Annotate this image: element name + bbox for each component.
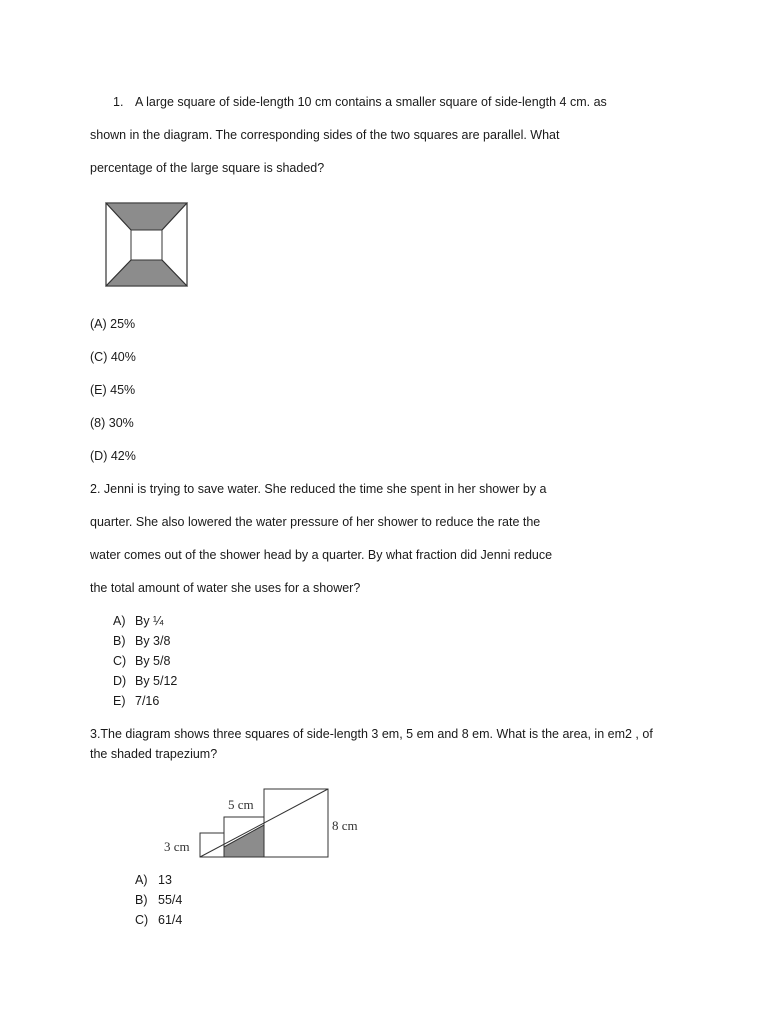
label-3cm: 3 cm [164, 839, 190, 854]
question-2-option-5-text: 7/16 [135, 694, 160, 708]
question-1-line-3: percentage of the large square is shaded? [90, 161, 325, 175]
question-1-option-4: (8) 30% [90, 416, 134, 430]
question-1-option-2: (C) 40% [90, 350, 136, 364]
question-3-line-1: 3.The diagram shows three squares of side-length 3 em, 5 em and 8 em. What is the area, in em2 , of [90, 727, 653, 741]
question-3-option-1-letter: A) [135, 873, 148, 887]
question-3-option-3-text: 61/4 [158, 913, 183, 927]
question-2-line-3: water comes out of the shower head by a quarter. By what fraction did Jenni reduce [90, 548, 553, 562]
question-3-line-2: the shaded trapezium? [90, 747, 218, 761]
question-3-option-3-letter: C) [135, 913, 149, 927]
question-1-line-1: A large square of side-length 10 cm contains a smaller square of side-length 4 cm. as [135, 95, 607, 109]
question-2-option-1-text: By ¼ [135, 614, 164, 628]
question-3-option-2-text: 55/4 [158, 893, 183, 907]
question-1-option-3: (E) 45% [90, 383, 136, 397]
question-3-option-2-letter: B) [135, 893, 148, 907]
question-2-option-5-letter: E) [113, 694, 126, 708]
question-2-option-3-text: By 5/8 [135, 654, 171, 668]
question-2-line-1: 2. Jenni is trying to save water. She reduced the time she spent in her shower by a [90, 482, 547, 496]
question-2-option-3-letter: C) [113, 654, 127, 668]
nested-squares-diagram [105, 202, 189, 288]
label-5cm: 5 cm [228, 797, 254, 812]
question-2-line-4: the total amount of water she uses for a shower? [90, 581, 361, 595]
square-large [264, 789, 328, 857]
question-2-option-4-text: By 5/12 [135, 674, 178, 688]
question-2-option-1-letter: A) [113, 614, 126, 628]
question-2-option-4-letter: D) [113, 674, 127, 688]
question-2-option-2-text: By 3/8 [135, 634, 171, 648]
question-1-line-2: shown in the diagram. The corresponding sides of the two squares are parallel. What [90, 128, 560, 142]
question-3-option-1-text: 13 [158, 873, 172, 887]
label-8cm: 8 cm [332, 818, 358, 833]
three-squares-diagram [160, 785, 370, 865]
question-2-option-2-letter: B) [113, 634, 126, 648]
question-1-number: 1. [113, 95, 124, 109]
question-1-option-1: (A) 25% [90, 317, 136, 331]
small-square [131, 230, 162, 260]
square-small [200, 833, 224, 857]
question-1-option-5: (D) 42% [90, 449, 136, 463]
question-2-line-2: quarter. She also lowered the water pressure of her shower to reduce the rate the [90, 515, 541, 529]
